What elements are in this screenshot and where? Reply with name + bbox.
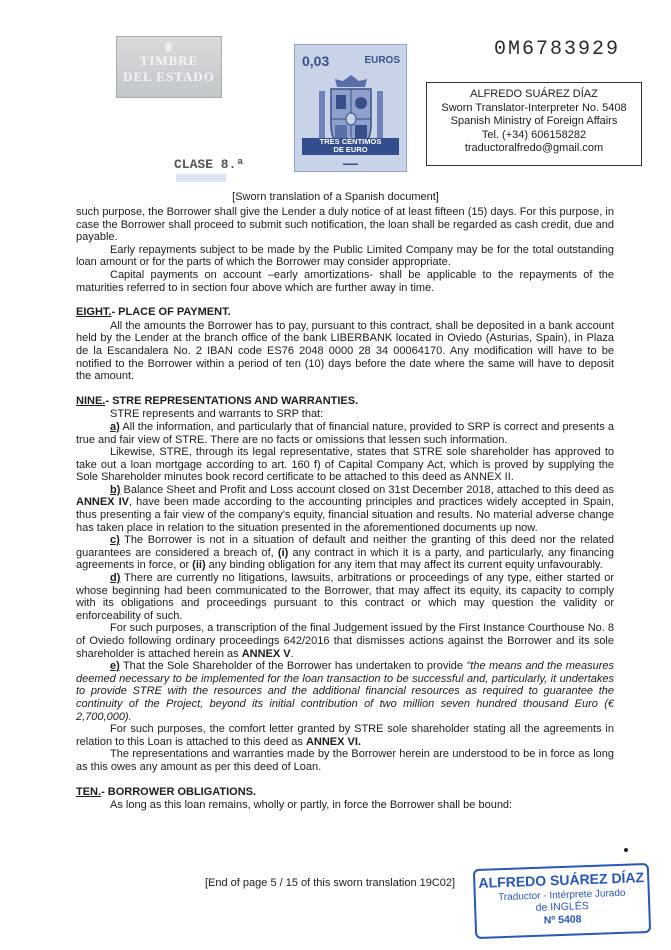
- clause-label: e): [110, 660, 120, 673]
- stamp-band: [302, 138, 399, 155]
- paragraph: [76, 622, 614, 660]
- revenue-stamp-line2: DEL ESTADO: [123, 69, 215, 84]
- translator-seal: [473, 863, 651, 939]
- section-heading-ten: [76, 786, 614, 799]
- clause-text: any contract in which it is a party, and particularly, any financing agreements in force, or: [76, 546, 614, 572]
- translator-email: traductoralfredo@gmail.com: [464, 142, 604, 154]
- paragraph: Capital payments on account –early amortizations- shall be applicable to the repayments of the maturities referred to in section four above which are further away in time.: [76, 268, 614, 294]
- serial-number: 0M6783929: [494, 38, 621, 61]
- clause-text: The Borrower is not in a situation of default and neither the granting of this deed nor the related guarantees are considered a breach of,: [76, 534, 614, 559]
- stamp-band-line2: DE EURO: [333, 145, 368, 154]
- section-number: NINE.: [76, 394, 106, 407]
- clause-text: .: [290, 647, 294, 660]
- clause-c: [76, 534, 614, 572]
- clause-label: d): [110, 572, 121, 585]
- paragraph: Early repayments subject to be made by the Public Limited Company may be for the total outstanding loan amount or for the parts of which the Borrower may consider appropriate.: [76, 243, 614, 269]
- translator-title: Sworn Translator-Interpreter No. 5408: [441, 101, 627, 114]
- annex-ref: ANNEX IV: [76, 496, 129, 509]
- section-heading-nine: [76, 395, 614, 408]
- stamp-band-line1: TRES CÉNTIMOS: [319, 137, 382, 146]
- translator-box: [426, 82, 642, 166]
- translator-ministry: Spanish Ministry of Foreign Affairs: [450, 115, 618, 127]
- paragraph: Likewise, STRE, through its legal representative, states that STRE sole shareholder has approved to take out a loan mortgage according to art. 160 f) of Capital Company Act, which is proved by supplying the Sole Shareholder minutes book record certificate to be attached to this deed as ANNEX II.: [76, 446, 614, 484]
- clause-e: [76, 660, 614, 723]
- clause-label: c): [110, 534, 120, 547]
- seal-language: de INGLÉS: [535, 900, 589, 914]
- ink-dot: [624, 848, 628, 852]
- postage-stamp: [294, 44, 407, 172]
- stamp-currency: EUROS: [364, 55, 400, 66]
- clause-text: For such purposes, a transcription of the final Judgement issued by the First Instance Courthouse No. 8 of Oviedo following ordinary proceedings 642/2016 that dismisses actions against the Borrower and its sole shareholder is attached herein as: [76, 622, 614, 660]
- paragraph: As long as this loan remains, wholly or partly, in force the Borrower shall be bound:: [110, 799, 513, 812]
- clause-d: [76, 572, 614, 622]
- document-body: [76, 206, 614, 812]
- clause-text: There are currently no litigations, lawsuits, arbitrations or proceedings of any type, either started or whose beginning had been communicated to the Borrower, that may affect its equity, its capacity to comply with its obligations and proceedings pursuant to this contract or which may question the validity or enforceability of such.: [76, 572, 614, 622]
- item-marker: (ii): [192, 559, 206, 572]
- clause-text: Balance Sheet and Profit and Loss account closed on 31st December 2018, attached to this deed as: [120, 483, 614, 496]
- stamp-fine-print: ▬▬▬: [343, 161, 358, 167]
- paragraph: All the amounts the Borrower has to pay, pursuant to this contract, shall be deposited in a bank account held by the Lender at the branch office of the bank LIBERBANK located in Oviedo (Asturias, Spain), in Plaza de la Escandalera No. 2 IBAN code ES76 2048 0000 28 34 00064170. Any modification will have to be notified to the Borrower within a period of ten (10) days before the date where the same will have to deposit the amount.: [76, 319, 614, 383]
- section-heading-eight: [76, 306, 614, 319]
- crown-icon: ♛: [163, 40, 175, 54]
- clause-text: For such purposes, the comfort letter granted by STRE sole shareholder stating all the agreements in relation to this Loan is attached to this deed as: [76, 723, 614, 748]
- clause-label: b): [110, 483, 121, 496]
- section-title: - PLACE OF PAYMENT.: [111, 306, 231, 319]
- clause-label: a): [110, 420, 120, 433]
- section-title: - STRE REPRESENTATIONS AND WARRANTIES.: [105, 394, 359, 407]
- clase-label: CLASE 8.ª: [174, 157, 245, 172]
- end-of-page-note: [End of page 5 / 15 of this sworn translation 19C02]: [205, 877, 456, 889]
- clase-blue-mark: [176, 174, 226, 182]
- quoted-text: "the means and the measures deemed necessary to be implemented for the loan transaction to be successful and, particularly, it undertakes to provide STRE with the resources and the additional financial resources as required to guarantee the continuity of the Project, beyond its initial contribution of two million seven hundred thousand Euro (€ 2,700,000).: [76, 660, 614, 723]
- revenue-stamp-line1: TIMBRE: [139, 53, 199, 68]
- seal-name: ALFREDO SUÁREZ DÍAZ: [478, 869, 645, 891]
- clause-text: All the information, and particularly that of financial nature, provided to SRP is correct and presents a true and fair view of STRE. There are no facts or omissions that lessen such information.: [76, 420, 614, 446]
- section-title: - BORROWER OBLIGATIONS.: [101, 785, 257, 798]
- clause-a: [76, 421, 614, 446]
- paragraph: STRE represents and warrants to SRP that:: [110, 408, 324, 421]
- paragraph: such purpose, the Borrower shall give the Lender a duly notice of at least fifteen (15) days. For this purpose, in case the Borrower shall proceed to submit such notification, the loan shall be regarded as cash credit, due and payable.: [76, 206, 614, 244]
- clause-text: any binding obligation for any item that may affect its current equity unfavourably.: [205, 559, 603, 572]
- annex-ref: ANNEX V: [241, 647, 291, 660]
- translator-phone: Tel. (+34) 606158282: [481, 128, 587, 141]
- seal-number: Nº 5408: [543, 913, 582, 927]
- paragraph: The representations and warranties made by the Borrower herein are understood to be in force as long as this owes any amount as per this deed of Loan.: [76, 748, 614, 773]
- stamp-value: 0,03: [302, 53, 330, 69]
- annex-ref: ANNEX VI.: [305, 735, 361, 748]
- revenue-stamp: [116, 36, 222, 98]
- seal-role: Traductor - Intérprete Jurado: [497, 887, 626, 904]
- clause-b: [76, 484, 614, 534]
- section-number: TEN.: [76, 785, 102, 798]
- section-number: EIGHT.: [76, 306, 112, 319]
- paragraph: [76, 723, 614, 748]
- item-marker: (i): [277, 546, 289, 559]
- clause-text: , have been made according to the accounting principles and practices widely accepted in Spain, thus presenting a fair view of the company's equity, financial situation and results. No material adverse change has taken place in relation to the situation presented in the aforementioned documents up now.: [76, 496, 614, 534]
- sworn-translation-note: [Sworn translation of a Spanish document]: [232, 191, 439, 203]
- clause-text: That the Sole Shareholder of the Borrower has undertaken to provide: [119, 660, 467, 673]
- translator-name: ALFREDO SUÁREZ DÍAZ: [470, 88, 598, 100]
